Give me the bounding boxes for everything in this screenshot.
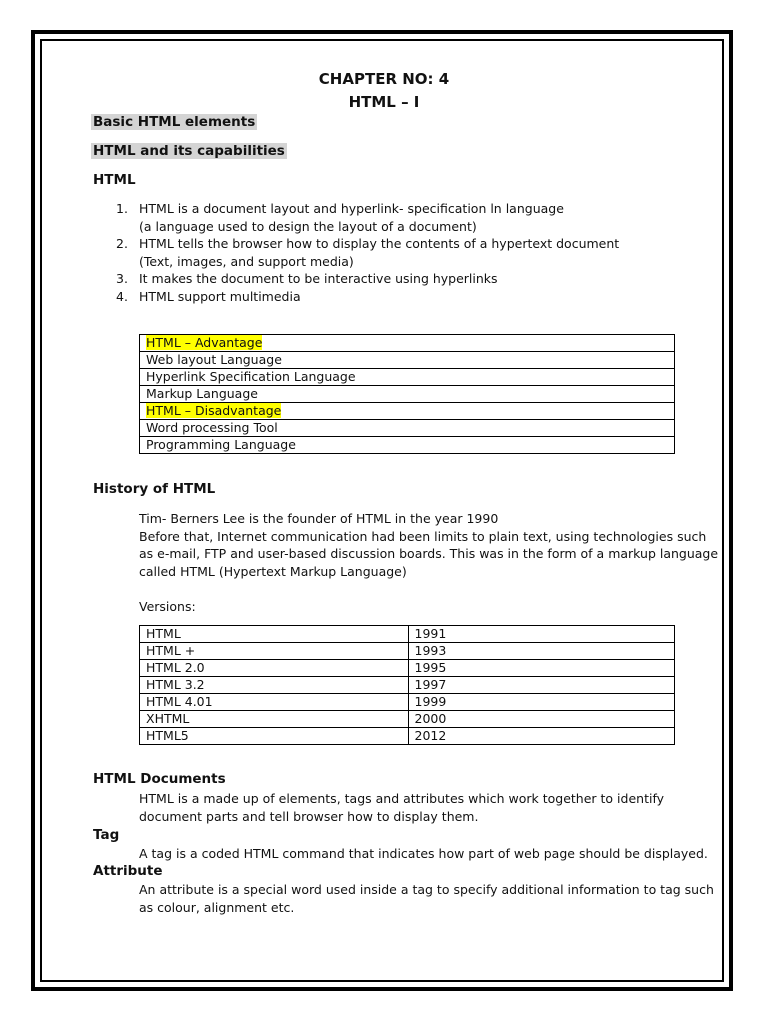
advantage-table	[139, 334, 675, 454]
table-row	[140, 711, 675, 728]
table-row	[140, 352, 675, 369]
heading-html-documents: HTML Documents	[93, 771, 226, 787]
list-item	[116, 235, 619, 270]
tag-paragraph: A tag is a coded HTML command that indicates how part of web page should be displayed.	[139, 846, 708, 861]
table-cell: Markup Language	[140, 386, 675, 403]
list-item	[116, 288, 619, 306]
table-cell: Programming Language	[140, 437, 675, 454]
list-line: It makes the document to be interactive using hyperlinks	[139, 271, 498, 286]
version-name: HTML	[140, 626, 409, 643]
heading-basic-text: Basic HTML elements	[93, 114, 256, 130]
table-cell: Hyperlink Specification Language	[140, 369, 675, 386]
version-year: 1997	[408, 677, 674, 694]
highlighted-text: HTML – Advantage	[146, 335, 263, 350]
version-name: HTML +	[140, 643, 409, 660]
version-name: HTML 4.01	[140, 694, 409, 711]
table-row	[140, 660, 675, 677]
table-row	[140, 369, 675, 386]
table-cell: Web layout Language	[140, 352, 675, 369]
heading-capabilities-text: HTML and its capabilities	[93, 143, 285, 159]
table-row	[140, 437, 675, 454]
version-year: 1999	[408, 694, 674, 711]
list-number: 2.	[116, 236, 128, 251]
history-line: Before that, Internet communication had been limits to plain text, using technologies such	[139, 528, 707, 544]
table-cell: Word processing Tool	[140, 420, 675, 437]
version-name: HTML 3.2	[140, 677, 409, 694]
table-row	[140, 335, 675, 352]
history-line: called HTML (Hypertext Markup Language)	[139, 563, 407, 579]
heading-basic-html-elements	[93, 114, 257, 130]
html-capabilities-list	[116, 200, 619, 305]
version-year: 2000	[408, 711, 674, 728]
version-year: 1993	[408, 643, 674, 660]
version-name: HTML5	[140, 728, 409, 745]
list-line: HTML support multimedia	[139, 288, 301, 304]
table-row	[140, 694, 675, 711]
list-line: (Text, images, and support media)	[139, 253, 354, 269]
table-row	[140, 626, 675, 643]
table-cell	[140, 335, 675, 352]
table-row	[140, 677, 675, 694]
table-row	[140, 728, 675, 745]
history-line: as e-mail, FTP and user-based discussion boards. This was in the form of a markup language	[139, 546, 719, 561]
version-name: XHTML	[140, 711, 409, 728]
table-row	[140, 386, 675, 403]
version-year: 1991	[408, 626, 674, 643]
documents-line: HTML is a made up of elements, tags and attributes which work together to identify	[139, 791, 665, 806]
table-cell	[140, 403, 675, 420]
list-line: HTML is a document layout and hyperlink- specification ln language	[139, 201, 564, 216]
list-number: 3.	[116, 271, 128, 286]
history-paragraph	[139, 510, 718, 580]
table-row	[140, 420, 675, 437]
list-number: 1.	[116, 201, 128, 216]
versions-table	[139, 625, 675, 745]
table-row	[140, 643, 675, 660]
chapter-number: CHAPTER NO: 4	[318, 70, 450, 88]
list-item	[116, 270, 619, 288]
versions-label: Versions:	[139, 599, 196, 614]
chapter-title: HTML – I	[348, 93, 420, 111]
documents-paragraph	[139, 790, 664, 826]
documents-line: document parts and tell browser how to display them.	[139, 809, 479, 824]
highlighted-text: HTML – Disadvantage	[146, 403, 282, 418]
list-number: 4.	[116, 288, 128, 304]
heading-html: HTML	[93, 172, 136, 188]
heading-html-capabilities	[93, 143, 287, 159]
heading-tag: Tag	[93, 827, 120, 843]
list-line: HTML tells the browser how to display the contents of a hypertext document	[139, 236, 620, 251]
version-year: 2012	[408, 728, 674, 745]
heading-attribute: Attribute	[93, 863, 163, 879]
list-item	[116, 200, 619, 235]
list-line: (a language used to design the layout of a document)	[139, 218, 477, 234]
history-line: Tim- Berners Lee is the founder of HTML in the year 1990	[139, 511, 499, 526]
attribute-line: as colour, alignment etc.	[139, 900, 295, 915]
heading-history: History of HTML	[93, 481, 216, 497]
version-year: 1995	[408, 660, 674, 677]
attribute-paragraph	[139, 881, 714, 917]
version-name: HTML 2.0	[140, 660, 409, 677]
attribute-line: An attribute is a special word used inside a tag to specify additional information to tag such	[139, 882, 714, 897]
table-row	[140, 403, 675, 420]
